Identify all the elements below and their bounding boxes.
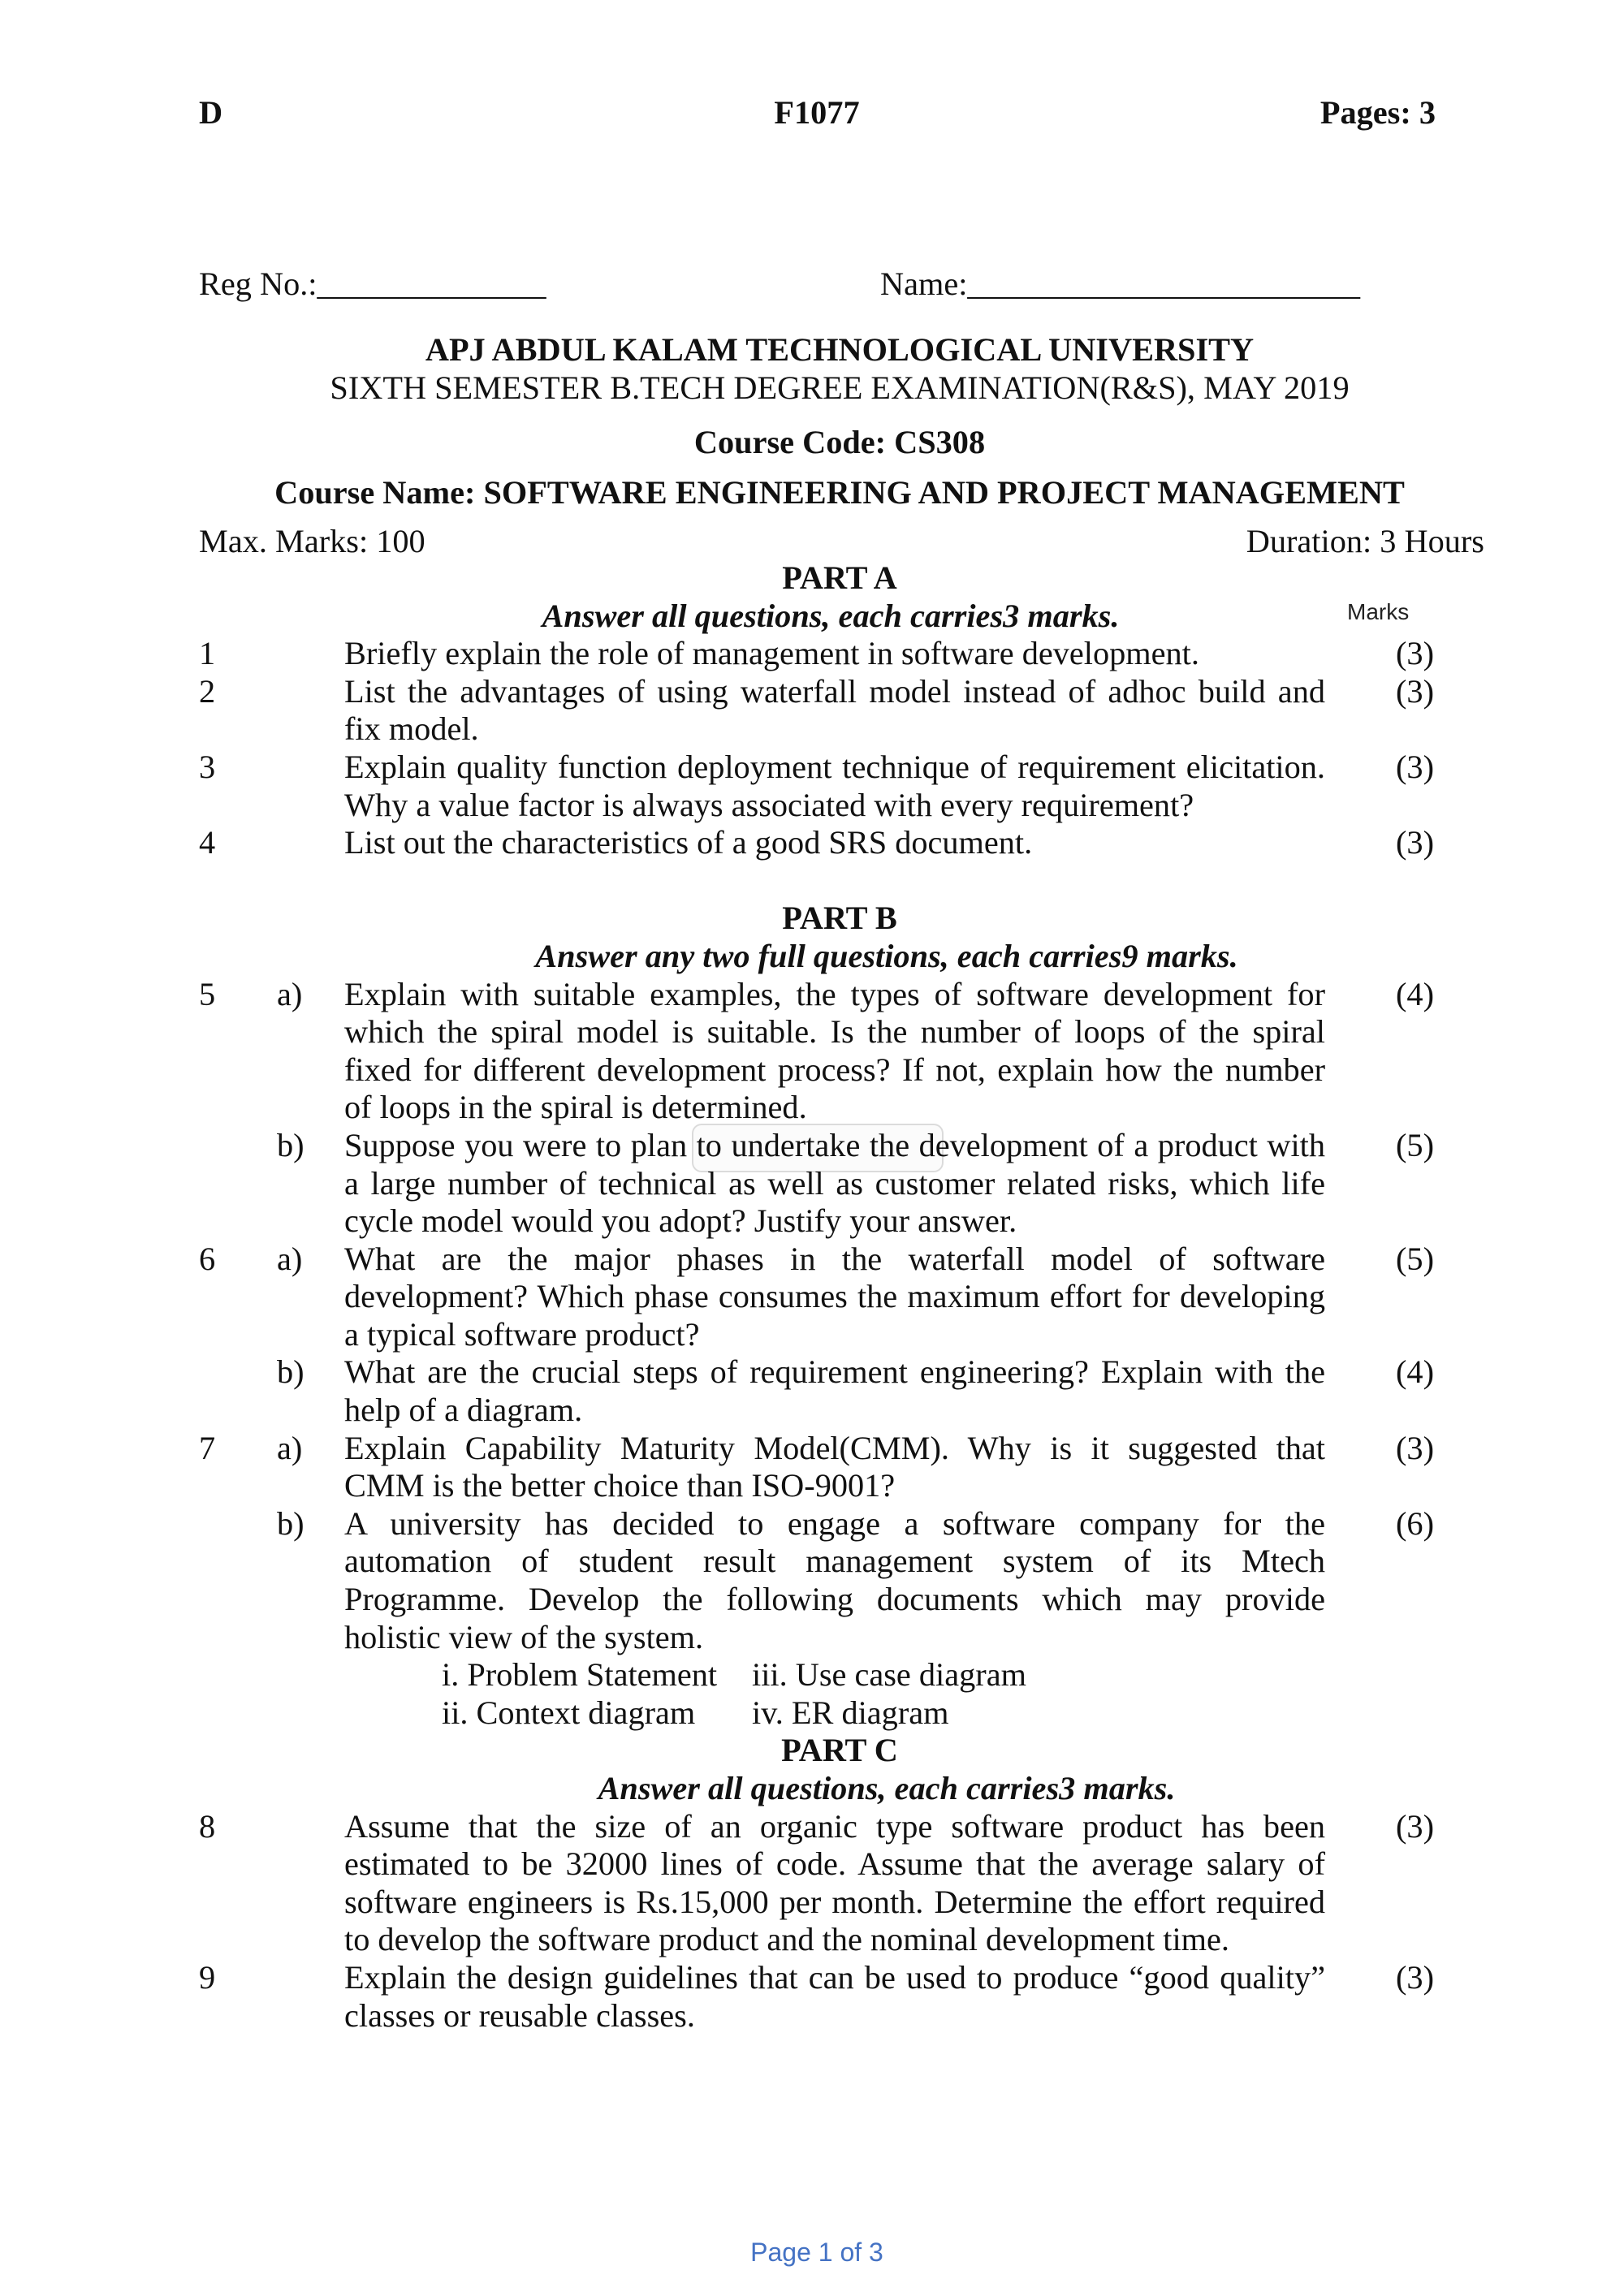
- paper-code: F1077: [774, 94, 860, 131]
- question-number: 9: [199, 1958, 216, 1996]
- question-number: 4: [199, 824, 216, 861]
- question-number: 1: [199, 635, 216, 672]
- question-part-label: b): [277, 1353, 304, 1391]
- question-text-line: Explain the design guidelines that can be used to produce “good quality”: [344, 1958, 1325, 1996]
- name-field: Name:________________________: [880, 265, 1360, 302]
- question-row: [0, 1165, 1624, 1203]
- question-text-line: Assume that the size of an organic type software product has been: [344, 1807, 1325, 1845]
- question-row: [0, 1316, 1624, 1354]
- question-row: [0, 1921, 1624, 1959]
- question-number: 7: [199, 1429, 216, 1466]
- question-option: i. Problem Statement: [442, 1656, 718, 1694]
- part-instruction-row: [0, 938, 1624, 976]
- part-title: PART C: [781, 1732, 898, 1769]
- question-row: [0, 824, 1624, 862]
- page-footer: Page 1 of 3: [750, 2238, 883, 2267]
- question-option-row: [0, 1656, 1624, 1694]
- part-title-row: [0, 900, 1624, 938]
- question-text-line: automation of student result management system of its Mtech: [344, 1543, 1325, 1580]
- question-row: [0, 710, 1624, 749]
- question-text-line: Programme. Develop the following documents which may provide: [344, 1581, 1325, 1618]
- question-number: 6: [199, 1240, 216, 1277]
- question-row: [0, 1619, 1624, 1657]
- part-instruction-row: [0, 1770, 1624, 1808]
- question-text-line: Suppose you were to plan to undertake the development of a product with: [344, 1126, 1325, 1163]
- question-row: [0, 1241, 1624, 1279]
- university-name: APJ ABDUL KALAM TECHNOLOGICAL UNIVERSITY: [425, 331, 1255, 368]
- question-marks: (5): [1396, 1240, 1434, 1277]
- blank-row: [0, 862, 1624, 900]
- question-text-line: Explain quality function deployment technique of requirement elicitation.: [344, 748, 1325, 785]
- question-marks: (3): [1396, 1958, 1434, 1996]
- question-text-line: Explain Capability Maturity Model(CMM). Why is it suggested that: [344, 1429, 1325, 1466]
- question-marks: (3): [1396, 824, 1434, 861]
- question-text-line: a large number of technical as well as customer related risks, which life: [344, 1164, 1325, 1202]
- question-marks: (5): [1396, 1126, 1434, 1163]
- question-text-line: What are the crucial steps of requirement engineering? Explain with the: [344, 1353, 1325, 1391]
- question-row: [0, 1013, 1624, 1051]
- page-count: Pages: 3: [1320, 94, 1436, 131]
- question-text-line: What are the major phases in the waterfall model of software: [344, 1240, 1325, 1277]
- question-number: 5: [199, 975, 216, 1012]
- series-letter: D: [199, 94, 223, 131]
- question-marks: (3): [1396, 748, 1434, 785]
- question-paper-body: [0, 559, 1624, 2035]
- course-code: Course Code: CS308: [693, 424, 986, 460]
- question-marks: (4): [1396, 1353, 1434, 1391]
- question-text-line: CMM is the better choice than ISO-9001?: [344, 1467, 896, 1504]
- question-text-line: which the spiral model is suitable. Is the number of loops of the spiral: [344, 1013, 1325, 1051]
- question-part-label: a): [277, 1429, 303, 1466]
- question-marks: (3): [1396, 635, 1434, 672]
- duration: Duration: 3 Hours: [1246, 523, 1484, 559]
- question-text-line: List the advantages of using waterfall model instead of adhoc build and: [344, 672, 1325, 710]
- question-row: [0, 1959, 1624, 1997]
- question-part-label: a): [277, 1240, 303, 1277]
- question-text-line: to develop the software product and the nominal development time.: [344, 1921, 1229, 1958]
- part-c: [0, 1732, 1624, 2035]
- question-text-line: Why a value factor is always associated with every requirement?: [344, 786, 1194, 823]
- question-part-label: b): [277, 1126, 304, 1163]
- question-row: [0, 787, 1624, 825]
- question-text-line: Explain with suitable examples, the types of software development for: [344, 975, 1325, 1012]
- question-text-line: holistic view of the system.: [344, 1618, 704, 1655]
- part-title-row: [0, 1732, 1624, 1770]
- question-row: [0, 1845, 1624, 1884]
- question-row: [0, 1353, 1624, 1392]
- question-row: [0, 1392, 1624, 1430]
- question-text-line: List out the characteristics of a good SRS document.: [344, 824, 1033, 861]
- question-marks: (3): [1396, 1807, 1434, 1845]
- question-text-line: Briefly explain the role of management in software development.: [344, 635, 1199, 672]
- question-text-line: estimated to be 32000 lines of code. Assume that the average salary of: [344, 1845, 1325, 1883]
- part-instruction: Answer any two full questions, each carries9 marks.: [535, 937, 1238, 974]
- question-option-row: [0, 1694, 1624, 1733]
- question-text-line: A university has decided to engage a software company for the: [344, 1504, 1325, 1542]
- question-option: iv. ER diagram: [752, 1694, 949, 1731]
- question-option: ii. Context diagram: [442, 1694, 696, 1731]
- question-text-line: classes or reusable classes.: [344, 1996, 695, 2034]
- question-row: [0, 1581, 1624, 1619]
- question-number: 2: [199, 672, 216, 710]
- part-b: [0, 862, 1624, 1733]
- question-row: [0, 1997, 1624, 2035]
- question-row: [0, 1051, 1624, 1090]
- question-row: [0, 1467, 1624, 1505]
- question-row: [0, 635, 1624, 673]
- question-option: iii. Use case diagram: [752, 1656, 1026, 1694]
- course-name: Course Name: SOFTWARE ENGINEERING AND PROJECT MANAGEMENT: [274, 474, 1405, 511]
- question-number: 3: [199, 748, 216, 785]
- question-row: [0, 1202, 1624, 1241]
- question-row: [0, 749, 1624, 787]
- question-row: [0, 1278, 1624, 1316]
- question-row: [0, 1884, 1624, 1922]
- part-instruction: Answer all questions, each carries3 marks.: [598, 1770, 1176, 1806]
- part-instruction-row: [0, 598, 1624, 636]
- question-row: [0, 1808, 1624, 1846]
- question-marks: (3): [1396, 1429, 1434, 1466]
- question-marks: (3): [1396, 672, 1434, 710]
- question-row: [0, 1127, 1624, 1165]
- question-marks: (4): [1396, 975, 1434, 1012]
- question-row: [0, 1430, 1624, 1468]
- part-a: [0, 559, 1624, 862]
- reg-no-field: Reg No.:______________: [199, 265, 546, 302]
- question-row: [0, 976, 1624, 1014]
- question-text-line: fix model.: [344, 710, 479, 748]
- max-marks: Max. Marks: 100: [199, 523, 425, 559]
- question-row: [0, 1505, 1624, 1543]
- question-row: [0, 673, 1624, 711]
- question-number: 8: [199, 1807, 216, 1845]
- marks-column-header: Marks: [1347, 599, 1410, 624]
- question-row: [0, 1543, 1624, 1581]
- question-text-line: development? Which phase consumes the maximum effort for developing: [344, 1278, 1325, 1315]
- question-text-line: fixed for different development process? If not, explain how the number: [344, 1051, 1325, 1088]
- examination-title: SIXTH SEMESTER B.TECH DEGREE EXAMINATION(R&S), MAY 2019: [330, 369, 1350, 406]
- question-text-line: help of a diagram.: [344, 1392, 583, 1429]
- question-part-label: b): [277, 1504, 304, 1542]
- question-text-line: software engineers is Rs.15,000 per month. Determine the effort required: [344, 1883, 1325, 1920]
- question-text-line: cycle model would you adopt? Justify your answer.: [344, 1202, 1017, 1240]
- part-title: PART A: [782, 559, 897, 596]
- question-row: [0, 1089, 1624, 1127]
- part-title: PART B: [782, 900, 897, 937]
- question-part-label: a): [277, 975, 303, 1012]
- part-instruction: Answer all questions, each carries3 marks.: [542, 597, 1120, 634]
- question-marks: (6): [1396, 1504, 1434, 1542]
- question-text-line: a typical software product?: [344, 1315, 700, 1353]
- question-text-line: of loops in the spiral is determined.: [344, 1089, 807, 1126]
- part-title-row: [0, 559, 1624, 598]
